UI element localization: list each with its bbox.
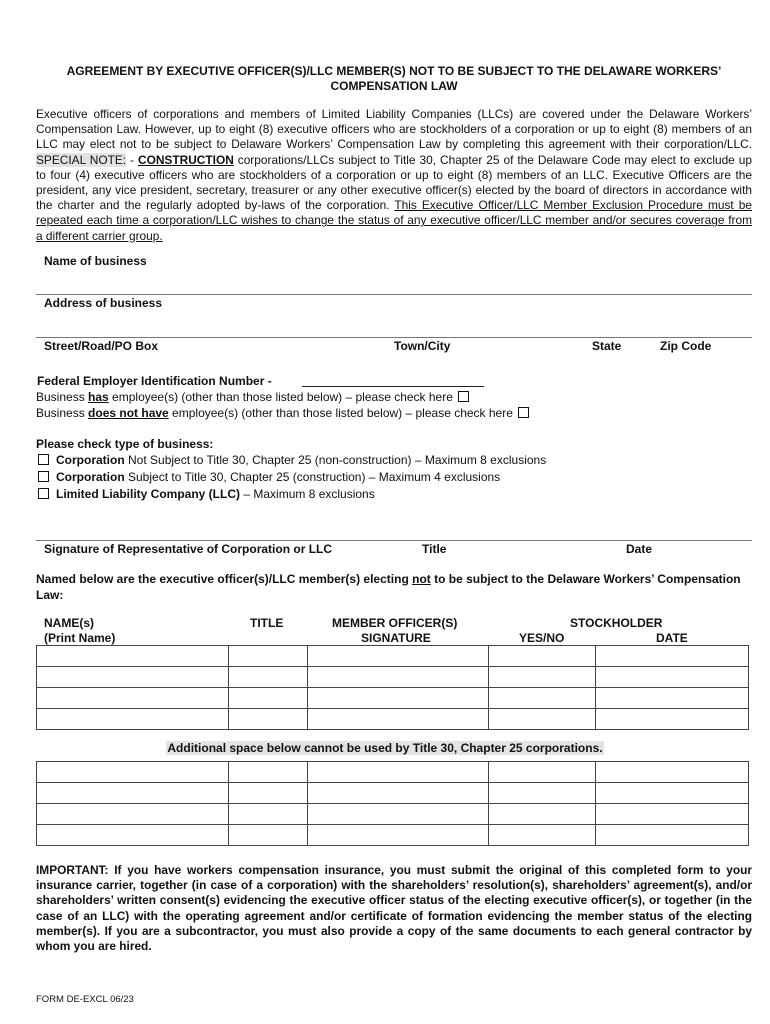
table-cell[interactable] (228, 783, 307, 804)
business-type-heading: Please check type of business: (36, 437, 214, 451)
signature-line[interactable] (36, 540, 752, 541)
signature-header: SIGNATURE (361, 631, 431, 645)
table-cell[interactable] (307, 709, 489, 730)
table-cell[interactable] (596, 667, 749, 688)
table-cell[interactable] (307, 646, 489, 667)
yes-no-header: YES/NO (519, 631, 565, 645)
date-header: DATE (656, 631, 688, 645)
table-row (37, 688, 749, 709)
additional-table (36, 761, 749, 846)
table-cell[interactable] (489, 762, 596, 783)
table-cell[interactable] (596, 688, 749, 709)
named-below-pre: Named below are the executive officer(s)/LLC member(s) electing (36, 572, 413, 586)
name-of-business-label: Name of business (44, 254, 147, 268)
address-of-business-label: Address of business (44, 296, 163, 310)
has-employees-row (36, 390, 471, 404)
stockholder-header: STOCKHOLDER (570, 616, 663, 630)
llc-option (38, 487, 375, 501)
intro-text-2: corporations/LLCs subject to Title 30, Chapter 25 of the Delaware Code may elect to exclude up to four (4) executive officers who are stockholders of a corporation or up to eight (8) members of an LLC. Executive Officers are the president, any vice president, secretary, treasurer or any other executive officer(s) elected by the board of directors in accordance with the charter and the regularly adopted by-laws of the corporation. (36, 152, 752, 213)
table-cell[interactable] (228, 688, 307, 709)
special-note-label: SPECIAL NOTE: (36, 152, 127, 167)
table-cell[interactable] (307, 783, 489, 804)
table-cell[interactable] (37, 688, 229, 709)
table-cell[interactable] (37, 825, 229, 846)
table-cell[interactable] (37, 646, 229, 667)
table-row (37, 646, 749, 667)
name-of-business-line[interactable] (36, 294, 752, 295)
intro-paragraph (36, 107, 752, 244)
table-cell[interactable] (489, 825, 596, 846)
llc-text: – Maximum 8 exclusions (240, 487, 375, 501)
no-employees-checkbox[interactable] (518, 407, 529, 418)
table-cell[interactable] (596, 762, 749, 783)
corp-construction-checkbox[interactable] (38, 471, 49, 482)
table-cell[interactable] (307, 762, 489, 783)
signature-date-label: Date (626, 542, 653, 556)
table-cell[interactable] (596, 646, 749, 667)
corp-label-2: Corporation (56, 470, 125, 484)
table-cell[interactable] (489, 667, 596, 688)
table-cell[interactable] (596, 709, 749, 730)
table-cell[interactable] (228, 762, 307, 783)
table-cell[interactable] (37, 783, 229, 804)
has-employees-pre: Business (36, 390, 89, 404)
table-cell[interactable] (489, 688, 596, 709)
corp-non-construction-option (38, 453, 546, 467)
street-label: Street/Road/PO Box (44, 339, 159, 353)
additional-space-wrap (0, 739, 770, 757)
has-word: has (88, 390, 109, 404)
table-cell[interactable] (596, 783, 749, 804)
table-cell[interactable] (37, 762, 229, 783)
named-below-post: to be subject to the Delaware Workers’ Compensation Law: (36, 572, 741, 602)
town-label: Town/City (394, 339, 451, 353)
table-cell[interactable] (596, 804, 749, 825)
fein-label: Federal Employer Identification Number - (37, 374, 272, 388)
table-cell[interactable] (228, 825, 307, 846)
table-cell[interactable] (489, 804, 596, 825)
form-id: FORM DE-EXCL 06/23 (36, 994, 134, 1005)
state-label: State (592, 339, 622, 353)
table-cell[interactable] (307, 804, 489, 825)
table-cell[interactable] (596, 825, 749, 846)
construction-label: CONSTRUCTION (138, 152, 234, 167)
table-row (37, 783, 749, 804)
table-row (37, 667, 749, 688)
corp-construction-option (38, 470, 500, 484)
table-row (37, 762, 749, 783)
table-cell[interactable] (489, 783, 596, 804)
signature-title-label: Title (422, 542, 447, 556)
title-header: TITLE (250, 616, 284, 630)
corp-label-1: Corporation (56, 453, 125, 467)
no-employees-pre: Business (36, 406, 89, 420)
zip-label: Zip Code (660, 339, 712, 353)
has-employees-checkbox[interactable] (458, 391, 469, 402)
member-officer-header: MEMBER OFFICER(S) (332, 616, 458, 630)
table-cell[interactable] (307, 667, 489, 688)
address-line[interactable] (36, 337, 752, 338)
llc-checkbox[interactable] (38, 488, 49, 499)
intro-text-1: Executive officers of corporations and members of Limited Liability Companies (LLCs) are covered under the Delaware Workers’ Compensation Law. However, up to eight (8) executive officers who are stockholders of a corporation or up to eight (8) members of an LLC may elect not to be subject to Delaware Workers’ Compensation Law by completing this agreement with their corporation/LLC. (36, 107, 752, 152)
print-name-header: (Print Name) (44, 631, 116, 645)
intro-dash: - (126, 152, 138, 167)
table-cell[interactable] (489, 709, 596, 730)
table-row (37, 709, 749, 730)
table-cell[interactable] (37, 804, 229, 825)
table-cell[interactable] (37, 667, 229, 688)
corp-non-construction-text: Not Subject to Title 30, Chapter 25 (non-construction) – Maximum 8 exclusions (124, 453, 547, 467)
table-cell[interactable] (228, 646, 307, 667)
exclusion-procedure-note: This Executive Officer/LLC Member Exclusion Procedure must be repeated each time a corporation/LLC wishes to change the status of any executive officer/LLC member and/or secures coverage from a different carrier group. (36, 198, 752, 243)
no-employees-text: employee(s) (other than those listed below) – please check here (168, 406, 513, 420)
table-cell[interactable] (228, 667, 307, 688)
table-cell[interactable] (228, 709, 307, 730)
llc-label: Limited Liability Company (LLC) (56, 487, 241, 501)
corp-non-construction-checkbox[interactable] (38, 454, 49, 465)
signature-label: Signature of Representative of Corporation or LLC (44, 542, 333, 556)
important-notice: IMPORTANT: If you have workers compensation insurance, you must submit the original of this completed form to your insurance carrier, together (in case of a corporation) with the shareholders’ resolution(s), shareholders’ agreement(s), and/or shareholders’ written consent(s) evidencing the executive officer status of the electing executive officer(s), or together (in the case of an LLC) with the operating agreement and/or certificate of formation evidencing the member status of the electing member(s). If you are a subcontractor, you must also provide a copy of the same documents to each general contractor by whom you are hired. (36, 863, 752, 954)
table-cell[interactable] (228, 804, 307, 825)
has-employees-text: employee(s) (other than those listed below) – please check here (108, 390, 453, 404)
not-word: not (412, 572, 431, 586)
table-row (37, 825, 749, 846)
table-cell[interactable] (307, 688, 489, 709)
fein-input-line[interactable] (302, 386, 484, 387)
corp-construction-text: Subject to Title 30, Chapter 25 (construction) – Maximum 4 exclusions (124, 470, 501, 484)
table-row (37, 804, 749, 825)
named-below-text (36, 571, 752, 603)
form-title: AGREEMENT BY EXECUTIVE OFFICER(S)/LLC MEMBER(S) NOT TO BE SUBJECT TO THE DELAWARE WORKERS’ COMPENSATION LAW (66, 64, 722, 93)
officer-table (36, 645, 749, 730)
additional-space-note: Additional space below cannot be used by Title 30, Chapter 25 corporations. (167, 741, 603, 755)
no-employees-row (36, 406, 531, 420)
table-cell[interactable] (489, 646, 596, 667)
table-cell[interactable] (307, 825, 489, 846)
names-header: NAME(s) (44, 616, 94, 630)
table-cell[interactable] (37, 709, 229, 730)
does-not-have-word: does not have (88, 406, 169, 420)
